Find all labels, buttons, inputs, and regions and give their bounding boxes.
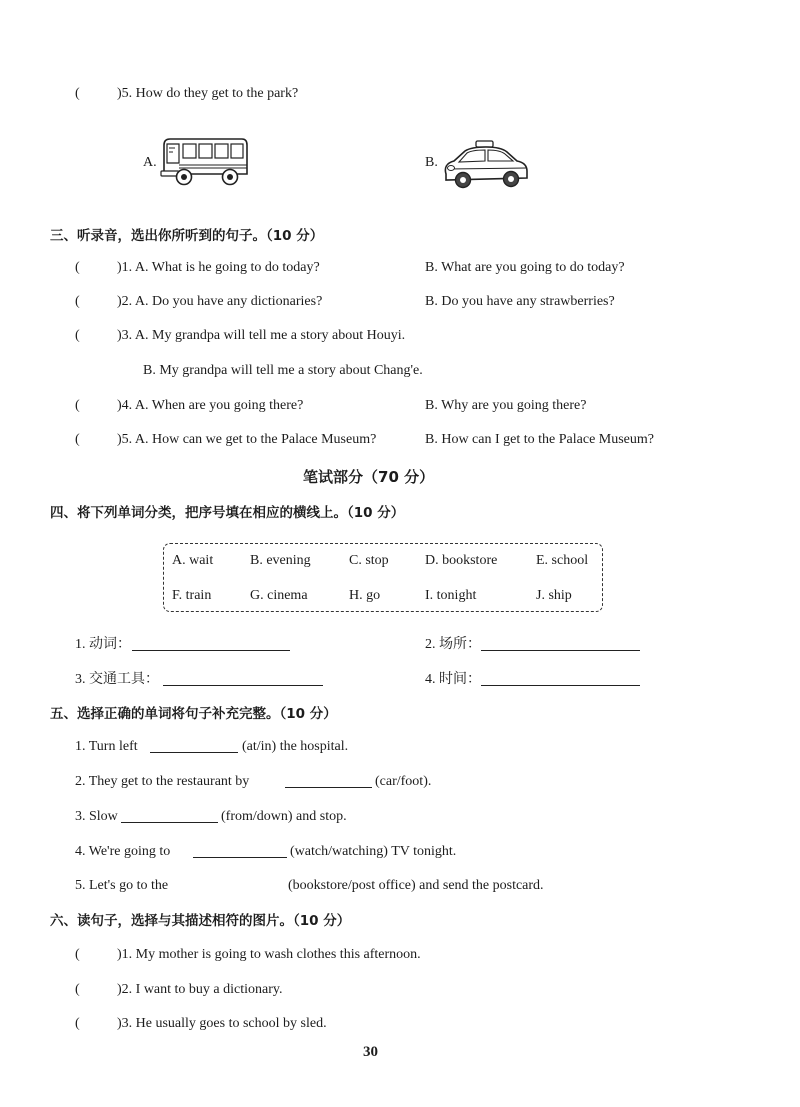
sentence-end: (at/in) the hospital. [242, 739, 349, 754]
word-item: C. stop [349, 553, 389, 568]
question-option-a: )1. A. What is he going to do today? [117, 260, 320, 275]
category-places: 2. 场所： [425, 637, 481, 652]
question-option-a: )2. A. Do you have any dictionaries? [117, 294, 323, 309]
answer-paren: ( [75, 294, 80, 309]
word-item: G. cinema [250, 588, 308, 603]
word-item: D. bookstore [425, 553, 498, 568]
option-b-label: B. [425, 155, 438, 170]
section3-heading: 三、听录音，选出你所听到的句子。（10 分） [50, 228, 324, 244]
question-text: )5. How do they get to the park? [117, 86, 299, 101]
question-option-b: B. My grandpa will tell me a story about Chang'e. [143, 363, 423, 378]
category-transport: 3. 交通工具： [75, 672, 159, 687]
sentence-end: (car/foot). [375, 774, 432, 789]
section5-heading: 五、选择正确的单词将句子补充完整。（10 分） [50, 706, 337, 722]
category-verbs: 1. 动词： [75, 637, 131, 652]
word-item: J. ship [536, 588, 572, 603]
category-time: 4. 时间： [425, 672, 481, 687]
section6-heading: 六、读句子，选择与其描述相符的图片。（10 分） [50, 913, 351, 929]
fill-blank [150, 752, 238, 753]
answer-paren: ( [75, 260, 80, 275]
answer-paren: ( [75, 947, 80, 962]
section4-heading: 四、将下列单词分类，把序号填在相应的横线上。（10 分） [50, 505, 405, 521]
fill-blank [121, 822, 218, 823]
fill-blank [285, 787, 372, 788]
category-blank [132, 650, 290, 651]
taxi-icon [440, 138, 530, 192]
sentence-start: 5. Let's go to the [75, 878, 169, 893]
question-text: )2. I want to buy a dictionary. [117, 982, 283, 997]
category-blank [481, 685, 640, 686]
option-a-label: A. [143, 155, 157, 170]
answer-paren: ( [75, 86, 80, 101]
sentence-start: 1. Turn left [75, 739, 138, 754]
word-item: E. school [536, 553, 589, 568]
question-option-b: B. How can I get to the Palace Museum? [425, 432, 654, 447]
question-option-b: B. Why are you going there? [425, 398, 587, 413]
sentence-start: 4. We're going to [75, 844, 171, 859]
category-blank [481, 650, 640, 651]
question-option-a: )3. A. My grandpa will tell me a story about Houyi. [117, 328, 406, 343]
answer-paren: ( [75, 982, 80, 997]
question-option-a: )5. A. How can we get to the Palace Museum? [117, 432, 377, 447]
word-item: B. evening [250, 553, 311, 568]
word-item: F. train [172, 588, 212, 603]
word-item: I. tonight [425, 588, 477, 603]
question-text: )3. He usually goes to school by sled. [117, 1016, 327, 1031]
answer-paren: ( [75, 328, 80, 343]
question-option-b: B. Do you have any strawberries? [425, 294, 615, 309]
sentence-end: (watch/watching) TV tonight. [290, 844, 457, 859]
fill-blank [193, 857, 287, 858]
bus-icon [158, 136, 250, 188]
category-blank [163, 685, 323, 686]
word-item: A. wait [172, 553, 214, 568]
question-option-a: )4. A. When are you going there? [117, 398, 304, 413]
sentence-end: (from/down) and stop. [221, 809, 347, 824]
answer-paren: ( [75, 432, 80, 447]
answer-paren: ( [75, 398, 80, 413]
page-number: 30 [363, 1044, 378, 1060]
question-text: )1. My mother is going to wash clothes this afternoon. [117, 947, 421, 962]
word-item: H. go [349, 588, 381, 603]
sentence-start: 3. Slow [75, 809, 118, 824]
question-option-b: B. What are you going to do today? [425, 260, 625, 275]
sentence-start: 2. They get to the restaurant by [75, 774, 250, 789]
sentence-end: (bookstore/post office) and send the postcard. [288, 878, 544, 893]
written-part-title: 笔试部分（70 分） [303, 468, 435, 486]
answer-paren: ( [75, 1016, 80, 1031]
